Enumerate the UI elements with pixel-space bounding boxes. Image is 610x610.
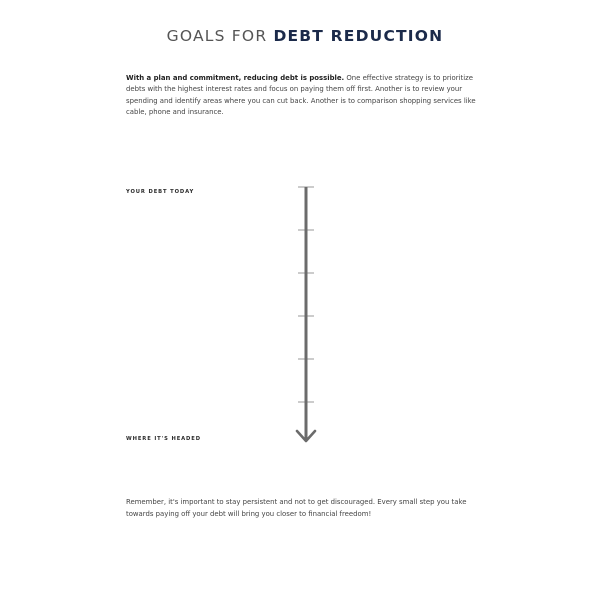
debt-today-label: YOUR DEBT TODAY (126, 189, 195, 195)
title-prefix: GOALS FOR (166, 27, 268, 45)
intro-paragraph (126, 73, 486, 118)
where-headed-label: WHERE IT'S HEADED (126, 436, 201, 442)
debt-timeline (292, 184, 320, 446)
intro-body: One effective strategy is to prioritize debts with the highest interest rates and focus on paying them off first. Another is to review your spending and identify areas where you can cut back. Another is to comparison shopping services like cable, phone and insurance. (126, 74, 476, 116)
page-title (0, 27, 610, 45)
title-emphasis: DEBT REDUCTION (273, 27, 444, 45)
intro-lead: With a plan and commitment, reducing debt is possible. (126, 74, 345, 82)
closing-paragraph: Remember, it's important to stay persistent and not to get discouraged. Every small step you take towards paying off your debt will bring you closer to financial freedom! (126, 498, 467, 518)
